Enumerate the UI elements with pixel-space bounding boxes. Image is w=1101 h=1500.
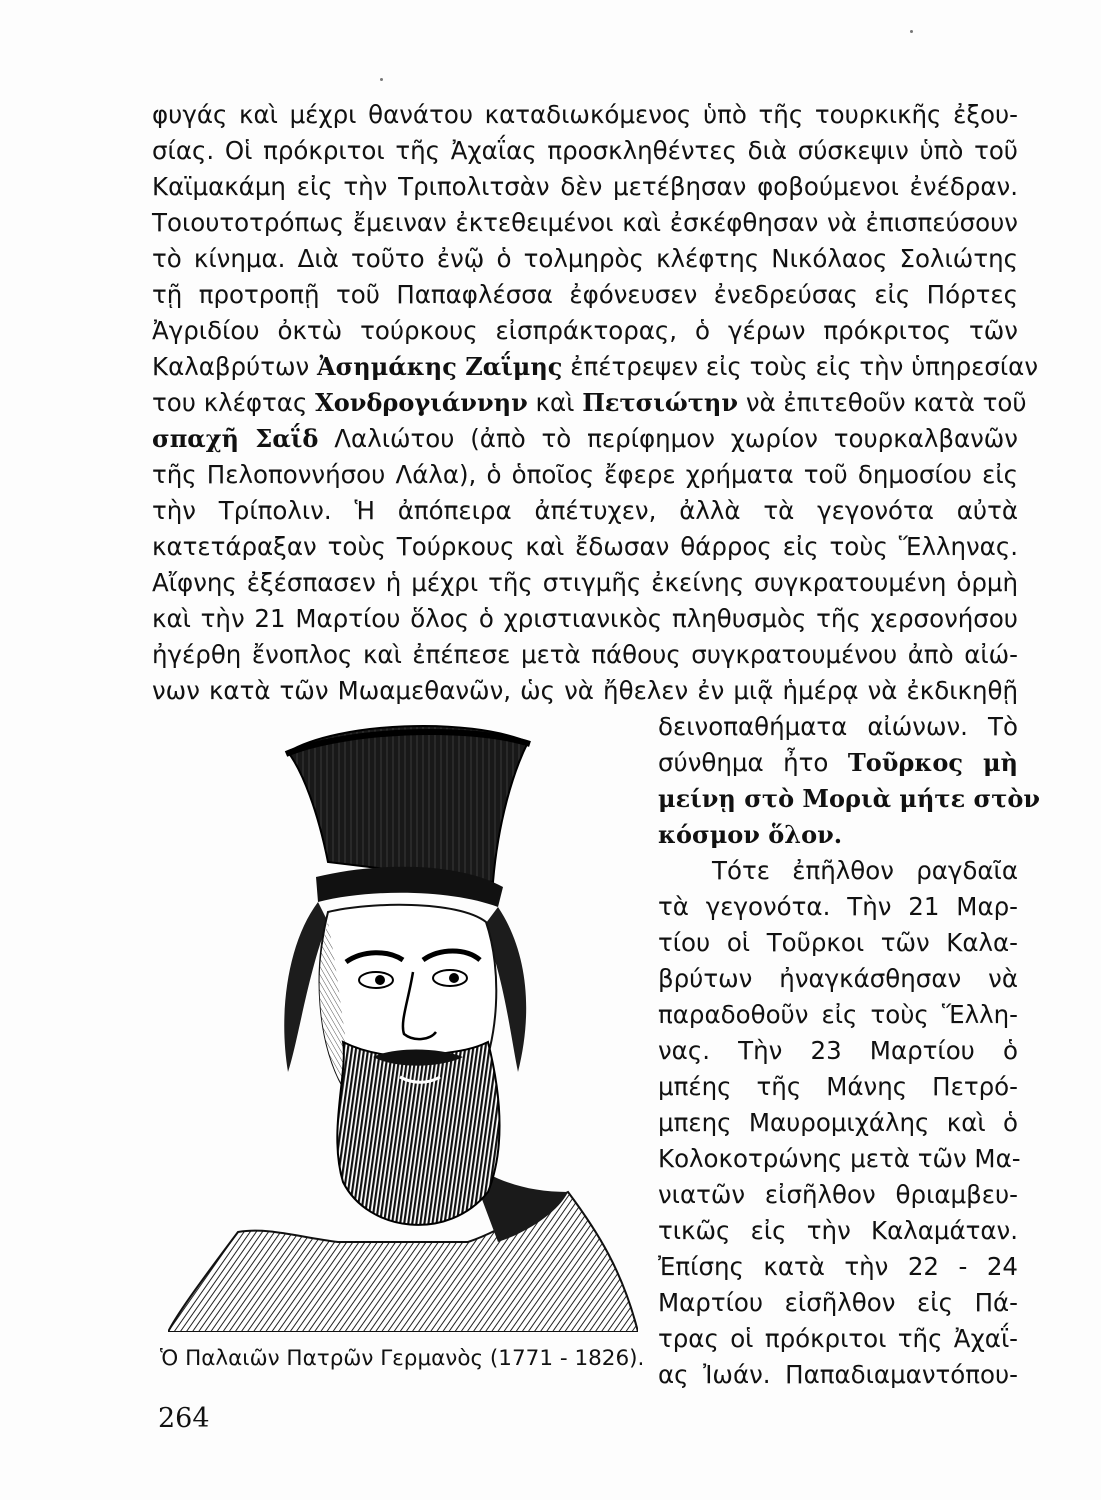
bold-motto: Τοῦρκος μὴ	[847, 748, 1018, 777]
side-text-line: τικῶς εἰς τὴν Καλαμάταν.	[658, 1216, 1018, 1245]
text-fragment: Λαλιώτου (ἀπὸ τὸ περίφημον χωρίον τουρκαλβανῶν	[334, 424, 1018, 453]
text-line: τῆς Πελοποννήσου Λάλα), ὁ ὁποῖος ἔφερε χρήματα τοῦ δημοσίου εἰς	[152, 460, 1018, 489]
side-text-line: τίου οἱ Τοῦρκοι τῶν Καλα-	[658, 928, 1018, 957]
text-line: νων κατὰ τῶν Μωαμεθανῶν, ὡς νὰ ἤθελεν ἐν μιᾷ ἡμέρᾳ νὰ ἐκδικηθῇ	[152, 676, 1018, 705]
bold-name: σπαχῆ Σαΐδ	[152, 424, 319, 453]
side-text-line: Τότε ἐπῆλθον ραγδαῖα	[712, 856, 1018, 885]
bold-motto-line: κόσμον ὅλον.	[658, 820, 843, 849]
text-fragment: του κλέφτας	[152, 388, 308, 417]
text-fragment: καὶ	[535, 388, 575, 417]
figure-caption: Ὁ Παλαιῶν Πατρῶν Γερμανὸς (1771 - 1826).	[160, 1346, 645, 1371]
text-fragment: σύνθημα ἦτο	[658, 748, 829, 777]
text-line: φυγάς καὶ μέχρι θανάτου καταδιωκόμενος ὑπὸ τῆς τουρκικῆς ἐξου-	[152, 100, 1018, 129]
scan-speck	[910, 30, 913, 33]
text-line	[152, 386, 1027, 420]
portrait-illustration	[168, 712, 638, 1332]
side-text-line: δεινοπαθήματα αἰώνων. Τὸ	[658, 712, 1018, 741]
side-text-line: Κολοκοτρώνης μετὰ τῶν Μα-	[658, 1144, 1021, 1173]
text-line: Ἀγριδίου ὀκτὼ τούρκους εἰσπράκτορας, ὁ γέρων πρόκριτος τῶν	[152, 316, 1018, 345]
bold-name: Πετσιώτην	[582, 388, 739, 417]
side-text-line: βρύτων ἠναγκάσθησαν νὰ	[658, 964, 1018, 993]
text-line	[152, 350, 1039, 384]
scan-speck	[380, 78, 383, 81]
side-text-line: παραδοθοῦν εἰς τοὺς Ἕλλη-	[658, 1000, 1018, 1029]
page-number: 264	[158, 1403, 210, 1434]
text-line	[152, 422, 1018, 456]
text-line: τὴν Τρίπολιν. Ἡ ἀπόπειρα ἀπέτυχεν, ἀλλὰ τὰ γεγονότα αὐτὰ	[152, 496, 1018, 525]
text-line: Αἴφνης ἐξέσπασεν ἡ μέχρι τῆς στιγμῆς ἐκείνης συγκρατουμένη ὁρμὴ	[152, 568, 1018, 597]
text-line: Καϊμακάμη εἰς τὴν Τριπολιτσὰν δὲν μετέβησαν φοβούμενοι ἐνέδραν.	[152, 172, 1018, 201]
side-text-line: Μαρτίου εἰσῆλθον εἰς Πά-	[658, 1288, 1018, 1317]
bold-name: Χονδρογιάννην	[315, 388, 528, 417]
text-line: καὶ τὴν 21 Μαρτίου ὅλος ὁ χριστιανικὸς πληθυσμὸς τῆς χερσονήσου	[152, 604, 1018, 633]
side-text-line: μπέης τῆς Μάνης Πετρό-	[658, 1072, 1018, 1101]
side-text-line: ας Ἰωάν. Παπαδιαμαντόπου-	[658, 1360, 1018, 1389]
side-text-line: μπεης Μαυρομιχάλης καὶ ὁ	[658, 1108, 1018, 1137]
text-fragment: νὰ ἐπιτεθοῦν κατὰ τοῦ	[745, 388, 1027, 417]
text-line: Τοιουτοτρόπως ἔμειναν ἐκτεθειμένοι καὶ ἐσκέφθησαν νὰ ἐπισπεύσουν	[152, 208, 1018, 237]
side-text-line: Ἐπίσης κατὰ τὴν 22 - 24	[658, 1252, 1018, 1281]
side-text-line: τρας οἱ πρόκριτοι τῆς Ἀχαΐ-	[658, 1324, 1018, 1353]
text-line: κατετάραξαν τοὺς Τούρκους καὶ ἔδωσαν θάρρος εἰς τοὺς Ἕλληνας.	[152, 532, 1018, 561]
text-fragment: ἐπέτρεψεν εἰς τοὺς εἰς τὴν ὑπηρεσίαν	[570, 352, 1039, 381]
text-line: ἠγέρθη ἔνοπλος καὶ ἐπέπεσε μετὰ πάθους συγκρατουμένου ἀπὸ αἰώ-	[152, 640, 1018, 669]
side-text-line: νιατῶν εἰσῆλθον θριαμβευ-	[658, 1180, 1018, 1209]
side-text-line: τὰ γεγονότα. Τὴν 21 Μαρ-	[658, 892, 1018, 921]
bold-motto-line: μείνῃ στὸ Μοριὰ μήτε στὸν	[658, 784, 1041, 813]
text-line: τῇ προτροπῇ τοῦ Παπαφλέσσα ἐφόνευσεν ἐνεδρεύσας εἰς Πόρτες	[152, 280, 1018, 309]
text-line: τὸ κίνημα. Διὰ τοῦτο ἐνῷ ὁ τολμηρὸς κλέφτης Νικόλαος Σολιώτης	[152, 244, 1018, 273]
text-line: σίας. Οἱ πρόκριτοι τῆς Ἀχαΐας προσκληθέντες διὰ σύσκεψιν ὑπὸ τοῦ	[152, 136, 1018, 165]
side-text-line	[658, 746, 1018, 780]
side-text-line: νας. Τὴν 23 Μαρτίου ὁ	[658, 1036, 1018, 1065]
bold-name: Ἀσημάκης Ζαΐμης	[316, 352, 563, 381]
text-fragment: Καλαβρύτων	[152, 352, 310, 381]
